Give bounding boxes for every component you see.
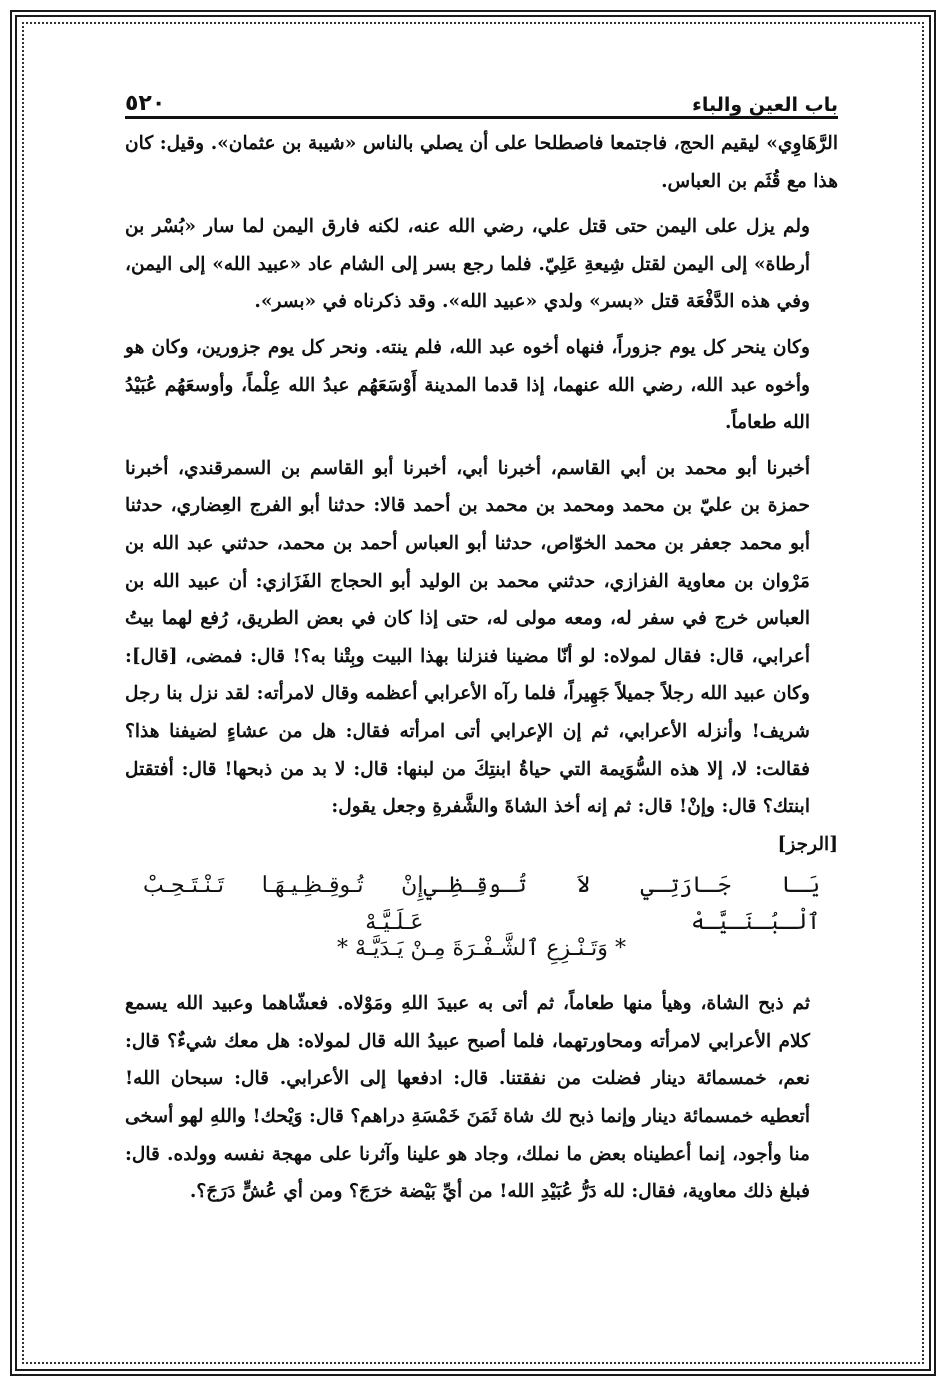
- poem-hemistich-3: وَتَـنْـزِعِ ٱلشَّـفْـرَةَ مِـنْ يَـدَيَّـهْ: [355, 936, 608, 962]
- poem-hemistich-1: يَـا جَـارَتِـي لاَ تُـوقِـظِـي ٱلْـبُـنَـيَّـهْ: [423, 872, 820, 936]
- paragraph-2: ولم يزل على اليمن حتى قتل علي، رضي الله عنه، لكنه فارق اليمن لما سار «بُسْر بن أرطاة» إلى اليمن لقتل شِيعةِ عَلِيّ. فلما رجع بسر إلى الشام عاد «عبيد الله» إلى اليمن، وفي هذه الدَّفْعَة قتل «بسر» ولدي «عبيد الله». وقد ذكرناه في «بسر».: [125, 216, 810, 313]
- poem: [125, 872, 838, 971]
- page-body: [125, 125, 838, 1211]
- paragraph-3: وكان ينحر كل يوم جزوراً، فنهاه أخوه عبد الله، فلم ينته. ونحر كل يوم جزورين، وكان هو وأخوه عبد الله، رضي الله عنهما، إذا قدما المدينة أَوْسَعَهُم عبدُ الله عِلْماً، وأوسعَهُم عُبَيْدُ الله طعاماً.: [125, 336, 810, 434]
- paragraph-4: أخبرنا أبو محمد بن أبي القاسم، أخبرنا أبي، أخبرنا أبو القاسم بن السمرقندي، أخبرنا حمزة بن عليّ بن محمد ومحمد بن محمد بن أحمد قالا: حدثنا أبو الفرج العِضاري، حدثنا أبو محمد جعفر بن محمد الخوّاص، حدثنا أبو العباس أحمد بن محمد، حدثني عبد الله بن مَرْوان بن معاوية الفزازي، حدثني محمد بن الوليد أبو الحجاج الفَزَازي: أن عبيد الله بن العباس خرج في سفر له، ومعه مولى له، حتى إذا كان في بعض الطريق، رُفع لهما بيتُ أعرابي، قال: فقال لمولاه: لو أنّا مضينا فنزلنا بهذا البيت وبِتْنا به؟! قال: فمضى، [قال]: وكان عبيد الله رجلاً جميلاً جَهِيراً، فلما رآه الأعرابي أعظمه وقال لامرأته: لقد نزل بنا رجل شريف! وأنزله الأعرابي، ثم إن الإعرابي أتى امرأته فقال: هل من عشاءٍ لضيفنا هذا؟ فقالت: لا، إلا هذه السُّوَيمة التي حياةُ ابنتِكَ من لبنها: قال: لا بد من ذبحها! قال: أفتقتل ابنتك؟ قال: وإنْ! قال: ثم إنه أخذ الشاةَ والشَّفرةِ وجعل يقول:: [125, 457, 810, 818]
- poem-star-end: *: [337, 936, 349, 962]
- poem-meter: [الرجز]: [777, 833, 838, 855]
- section-title: باب العين والباء: [692, 94, 838, 116]
- page-header: [125, 80, 838, 119]
- poem-hemistich-2: إِنْ تُـوقِـظِـيـهَـا تَـنْـتَـحِـبْ عَـلَـيَّـهْ: [143, 872, 424, 936]
- paragraph-5: ثم ذبح الشاة، وهيأ منها طعاماً، ثم أتى به عبيدَ اللهِ ومَوْلاه. فعشّاهما وعبيد الله يسمع كلام الأعرابي لامرأته ومحاورتهما، فلما أصبح عبيدُ الله قال لمولاه: هل معك شيءٌ؟ قال: نعم، خمسمائة دينار فضلت من نفقتنا. قال: ادفعها إلى الأعرابي. قال: سبحان الله! أتعطيه خمسمائة دينار وإنما ذبح لك شاة ثَمَنَ خَمْسَةِ دراهم؟ قال: وَيْحك! واللهِ لهو أسخى منا وأجود، إنما أعطيناه بعض ما نملك، وجاد هو علينا وآثرنا على مهجة نفسه وولده. قال: فبلغ ذلك معاوية، فقال: لله دَرُّ عُبَيْدِ الله! من أيِّ بَيْضة خرَجَ؟ ومن أي عُشٍّ دَرَجَ؟.: [125, 993, 810, 1203]
- poem-line-1: [125, 872, 838, 936]
- book-page: [125, 80, 838, 1348]
- poem-star-start: *: [614, 936, 626, 962]
- page-number: ٥٢٠: [125, 91, 166, 116]
- paragraph-1: الرَّهَاوِي» ليقيم الحج، فاجتمعا فاصطلحا على أن يصلي بالناس «شيبة بن عثمان». وقيل: كان هذا مع قُثَم بن العباس.: [125, 133, 838, 192]
